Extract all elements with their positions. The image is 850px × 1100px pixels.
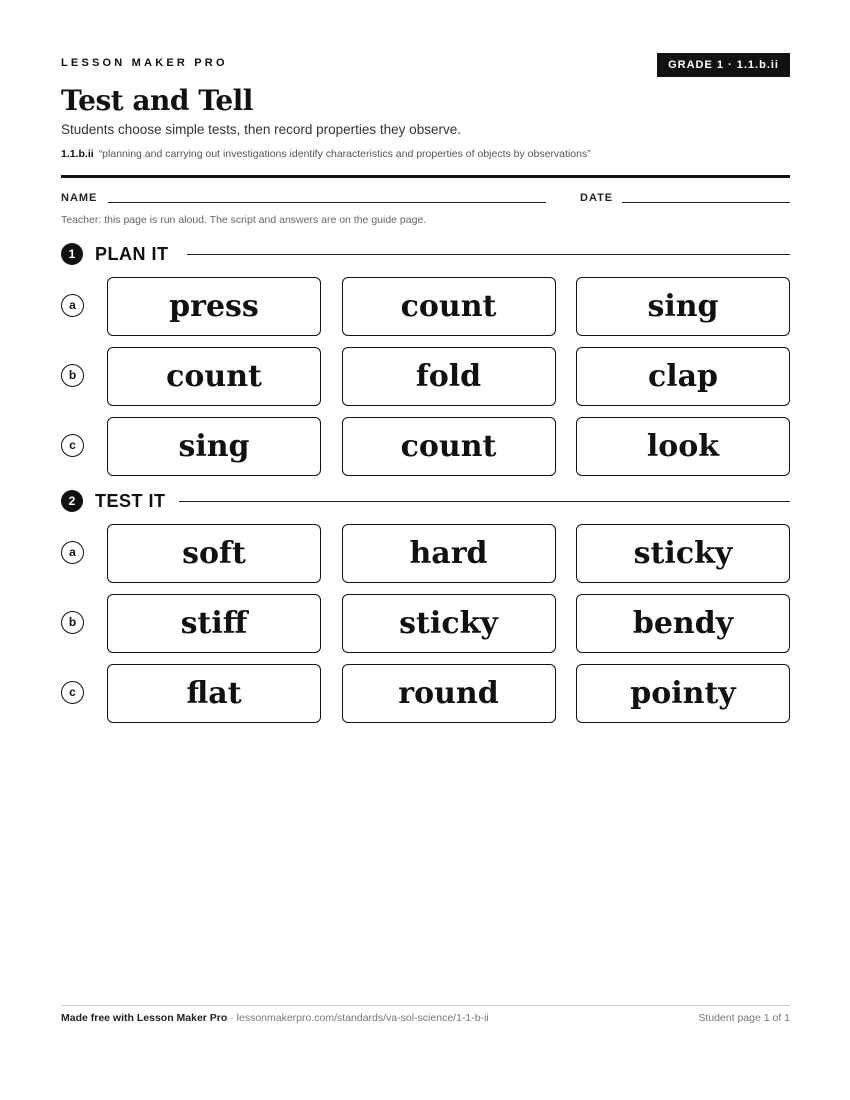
section-header [61,489,790,513]
section-test-it [61,489,790,723]
word-card[interactable]: sticky [342,594,556,653]
standard-code: 1.1.b.ii [61,148,94,160]
word-card[interactable]: count [342,277,556,336]
row-letter-badge: a [61,294,84,317]
word-card[interactable]: bendy [576,594,790,653]
choice-row [61,277,790,336]
teacher-note: Teacher: this page is run aloud. The script and answers are on the guide page. [61,214,427,226]
row-letter-badge: c [61,681,84,704]
standard-reference [61,148,591,160]
header-divider [61,175,790,178]
footer-made-with: Made free with Lesson Maker Pro [61,1012,228,1024]
word-card[interactable]: clap [576,347,790,406]
page-title: Test and Tell [61,84,253,117]
word-card[interactable]: look [576,417,790,476]
footer-url-link[interactable]: lessonmakerpro.com/standards/va-sol-science/1-1-b-ii [236,1012,489,1024]
date-label: DATE [580,192,614,204]
worksheet-page [61,0,790,1100]
word-card[interactable]: sing [576,277,790,336]
section-title: PLAN IT [95,244,169,264]
word-card[interactable]: hard [342,524,556,583]
word-card[interactable]: flat [107,664,321,723]
word-card[interactable]: press [107,277,321,336]
choice-row [61,347,790,406]
page-subtitle: Students choose simple tests, then record properties they observe. [61,122,461,137]
section-rule [179,501,790,502]
choice-row [61,594,790,653]
brand-name: LESSON MAKER PRO [61,57,228,69]
section-title: TEST IT [95,491,166,511]
word-card[interactable]: stiff [107,594,321,653]
word-card[interactable]: count [342,417,556,476]
footer-page-number: Student page 1 of 1 [698,1012,790,1024]
word-card[interactable]: fold [342,347,556,406]
word-card[interactable]: sticky [576,524,790,583]
section-header [61,242,790,266]
row-letter-badge: c [61,434,84,457]
section-number-badge: 1 [61,243,83,265]
standard-text: “planning and carrying out investigations identify characteristics and properties of objects by observations” [98,148,591,160]
footer-divider [61,1005,790,1006]
row-letter-badge: b [61,364,84,387]
word-card[interactable]: soft [107,524,321,583]
word-card[interactable]: count [107,347,321,406]
section-plan-it [61,242,790,476]
word-card[interactable]: pointy [576,664,790,723]
choice-row [61,664,790,723]
date-field[interactable] [622,202,790,203]
word-card[interactable]: sing [107,417,321,476]
section-rule [187,254,790,255]
row-letter-badge: b [61,611,84,634]
footer-separator: · [227,1012,237,1024]
name-field[interactable] [108,202,546,203]
grade-badge: GRADE 1 · 1.1.b.ii [657,53,790,77]
word-card[interactable]: round [342,664,556,723]
section-number-badge: 2 [61,490,83,512]
name-label: NAME [61,192,98,204]
choice-row [61,417,790,476]
footer-credit [61,1012,489,1024]
choice-row [61,524,790,583]
row-letter-badge: a [61,541,84,564]
